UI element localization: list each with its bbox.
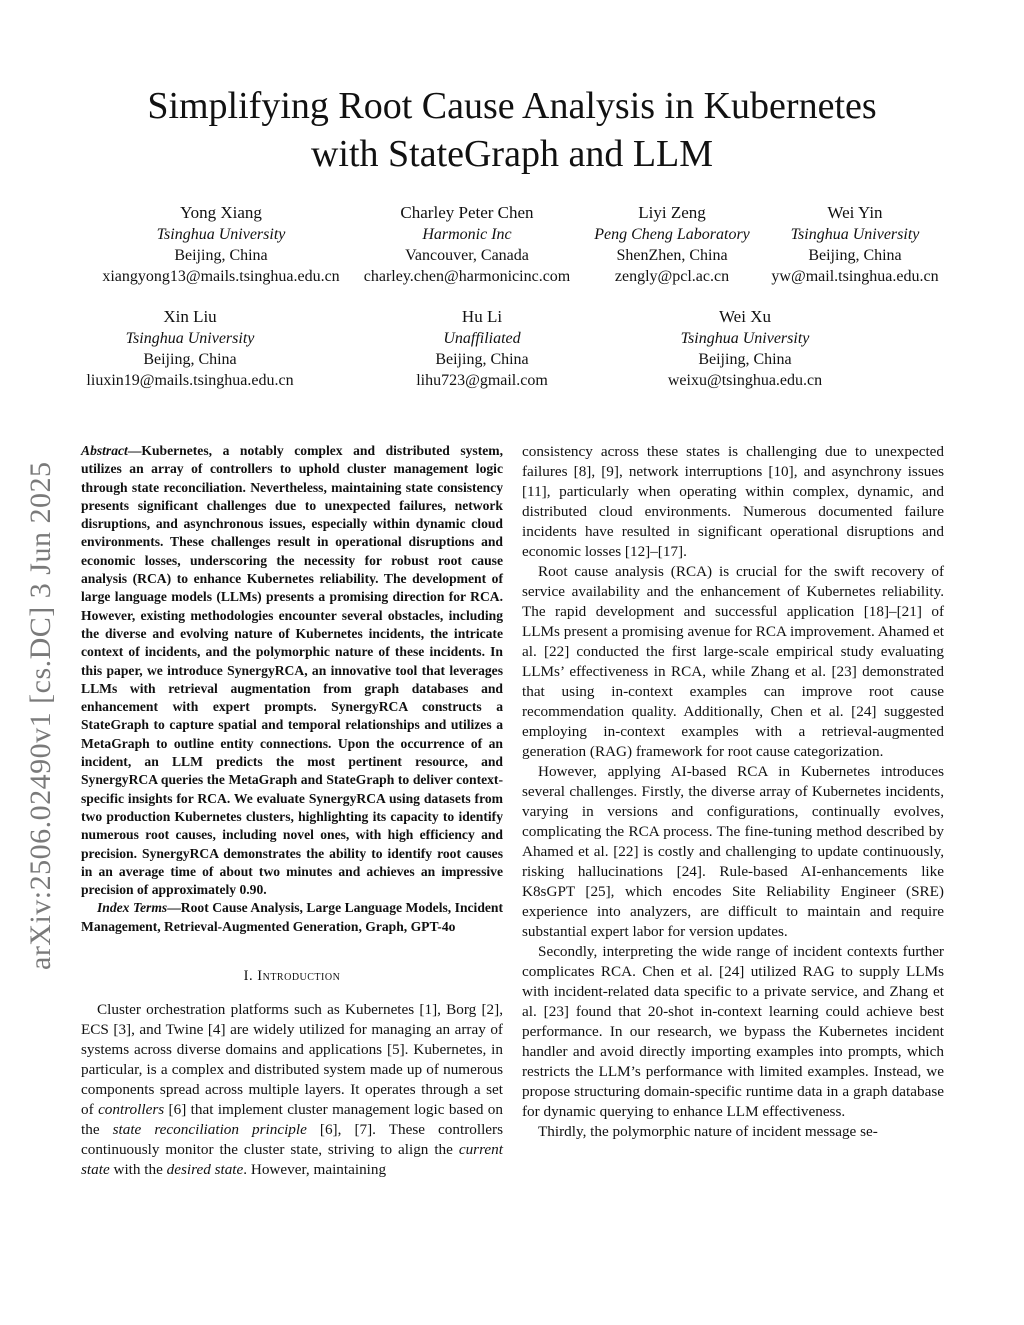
author-block [764,202,946,287]
left-column [81,442,503,1180]
index-terms-text: —Root Cause Analysis, Large Language Models, Incident Management, Retrieval-Augmented Generation, Graph, GPT-4o [81,900,503,934]
author-block [81,202,361,287]
body-paragraph: Secondly, interpreting the wide range of incident contexts further complicates RCA. Chen et al. [24] utilized RAG to supply LLMs with incident-related data specific to a private service, and Zhang et al. [23] found that 20-shot in-context learning could achieve best performance. In our research, we bypass the Kubernetes incident handler and avoid directly importing examples into prompts, which restricts the LLM’s performance with limited examples. Instead, we propose structuring domain-specific runtime data in a graph database for dynamic querying to enhance LLM effectiveness. [522,943,944,1120]
author-name: Xin Liu [163,307,217,326]
arxiv-side-stamp [18,380,66,970]
author-block [388,306,576,391]
author-name: Hu Li [461,307,503,326]
abstract-text: —Kubernetes, a notably complex and distributed system, utilizes an array of controllers to uphold cluster management logic through state reconciliation. Nevertheless, maintaining state consistency presents significant challenges due to unexpected failures, network disruptions, and asynchronous issues, especially within dynamic cloud environments. These challenges result in operational disruptions and economic losses, underscoring the necessity for robust root cause analysis (RCA) to enhance Kubernetes reliability. The development of large language models (LLMs) presents a promising direction for RCA. However, existing methodologies encounter several obstacles, including the diverse and evolving nature of Kubernetes incidents, the intricate context of incidents, and the polymorphic nature of these incidents. In this paper, we introduce SynergyRCA, an innovative tool that leverages LLMs with retrieval augmentation from graph databases and enhancement with expert prompts. SynergyRCA constructs a StateGraph to capture spatial and temporal relationships and utilizes a MetaGraph to outline entity connections. Upon the occurrence of an incident, an LLM predicts the most pertinent resource, and SynergyRCA queries the MetaGraph and StateGraph to deliver context-specific insights for RCA. We evaluate SynergyRCA using datasets from two production Kubernetes clusters, highlighting its capacity to identify numerous root causes, including novel ones, with high efficiency and precision. SynergyRCA demonstrates the ability to identify root causes in an average time of about two minutes and achieves an impressive precision of approximately 0.90. [81,443,503,898]
text-run: [6], [7]. These controllers continuously monitor the cluster state, striving to align the [81,1121,503,1159]
author-email[interactable]: yw@mail.tsinghua.edu.cn [771,268,939,285]
author-location: Beijing, China [698,351,792,368]
section-heading [81,966,503,986]
emphasis: desired state [166,1161,244,1179]
author-email[interactable]: zengly@pcl.ac.cn [614,268,730,285]
emphasis: state reconciliation principle [112,1121,307,1139]
emphasis: controllers [98,1101,165,1119]
section-title: Introduction [257,968,341,985]
author-location: Vancouver, Canada [405,247,529,264]
right-column [522,442,944,1142]
author-name: Liyi Zeng [638,203,706,222]
author-email[interactable]: liuxin19@mails.tsinghua.edu.cn [86,372,294,389]
author-email[interactable]: charley.chen@harmonicinc.com [363,268,571,285]
author-name: Wei Xu [719,307,771,326]
text-run: . However, maintaining [243,1161,387,1179]
author-location: Beijing, China [143,351,237,368]
title-line-2: with StateGraph and LLM [310,133,714,175]
body-paragraph: Root cause analysis (RCA) is crucial for the swift recovery of service availability and the enhancement of Kubernetes reliability. The rapid development and successful application [18]–[21] of LLMs present a promising avenue for RCA improvement. Ahamed et al. [22] conducted the first large-scale empirical study evaluating LLMs’ effectiveness in RCA, while Zhang et al. [23] demonstrated that using in-context examples can improve root cause recommendation quality. Additionally, Chen et al. [24] suggested employing in-context examples with a retrieval-augmented generation (RAG) framework for root cause categorization. [522,563,944,760]
abstract [81,442,503,899]
author-name: Wei Yin [827,203,883,222]
emphasis: current state [81,1141,503,1179]
author-name: Charley Peter Chen [400,203,534,222]
body-paragraph: However, applying AI-based RCA in Kubernetes introduces several challenges. Firstly, the diverse array of Kubernetes incidents, varying in versions and configurations, continually evolves, complicating the RCA process. The fine-tuning method described by Ahamed et al. [22] is costly and challenging to update continuously, risking hallucinations [24]. Rule-based AI-enhancements like K8sGPT [25], which encodes Site Reliability Engineer (SRE) experience into analyzers, are difficult to maintain and require substantial expert labor for version updates. [522,763,944,940]
body-paragraph: Thirdly, the polymorphic nature of incident message se- [538,1123,878,1140]
text-run: [6] that implement cluster management logic based on the [81,1101,503,1139]
section-number: I. [243,968,258,985]
author-email[interactable]: weixu@tsinghua.edu.cn [667,372,823,389]
paper-title [80,82,944,178]
author-location: ShenZhen, China [616,247,728,264]
author-name: Yong Xiang [180,203,262,222]
body-paragraph: consistency across these states is challenging due to unexpected failures [8], [9], network interruptions [10], and asynchrony issues [11], particularly when operating within complex, dynamic, and distributed cloud environments. Numerous documented failure incidents have resulted in significant operational disruptions and economic losses [12]–[17]. [522,443,944,560]
author-affiliation: Tsinghua University [680,330,810,347]
author-affiliation: Unaffiliated [443,330,521,347]
author-affiliation: Tsinghua University [125,330,255,347]
text-run: with the [109,1161,167,1179]
intro-paragraph [81,1000,503,1180]
author-block [650,306,840,391]
author-email[interactable]: xiangyong13@mails.tsinghua.edu.cn [102,268,340,285]
author-location: Beijing, China [808,247,902,264]
abstract-label: Abstract [81,443,128,458]
author-block [356,202,578,287]
arxiv-identifier[interactable]: arXiv:2506.02490v1 [cs.DC] 3 Jun 2025 [24,461,57,970]
author-location: Beijing, China [435,351,529,368]
text-run: Cluster orchestration platforms such as Kubernetes [1], Borg [2], ECS [3], and Twine [4] are widely utilized for managing an array of systems across diverse domains and applications [5]. Kubernetes, in particular, is a complex and distributed system made up of numerous components spread across multiple layers. It operates through a set of [81,1001,503,1119]
index-terms [81,899,503,936]
author-block [582,202,762,287]
author-affiliation: Tsinghua University [790,226,920,243]
index-terms-label: Index Terms [97,900,168,916]
author-affiliation: Peng Cheng Laboratory [594,226,750,243]
author-block [70,306,310,391]
author-affiliation: Harmonic Inc [422,226,512,243]
author-email[interactable]: lihu723@gmail.com [416,372,548,389]
title-line-1: Simplifying Root Cause Analysis in Kubernetes [147,85,877,127]
author-affiliation: Tsinghua University [156,226,286,243]
author-location: Beijing, China [174,247,268,264]
